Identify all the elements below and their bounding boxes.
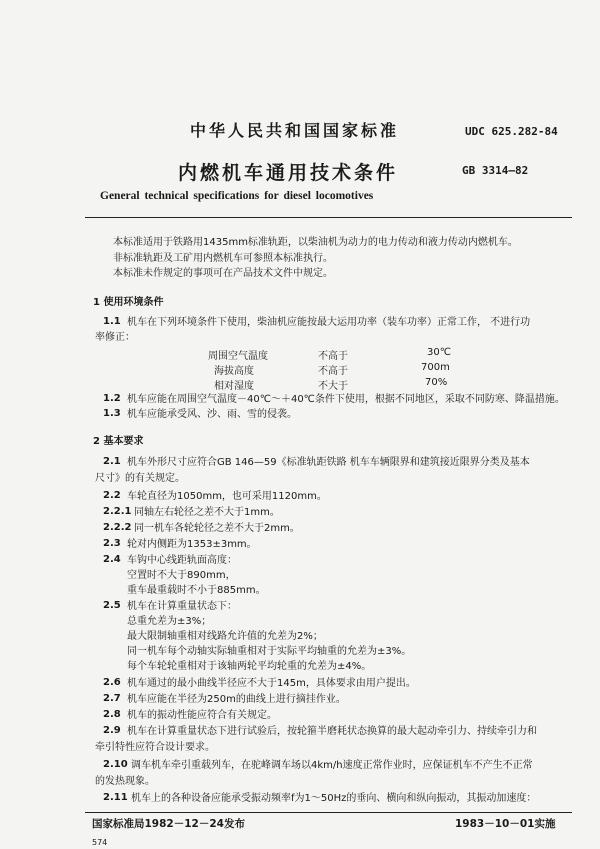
clause-2-10-line-1: 调车机车牵引重载列车，在驼峰调车场以4km/h速度正常作业时，应保证机车不产生不正常	[131, 760, 533, 771]
clause-number: 2.2	[103, 490, 121, 501]
clause-number: 2.8	[103, 709, 121, 720]
clause-2-4-line: 重车最重载时不小于885mm。	[127, 585, 266, 596]
clause-1-1-line-1: 机车在下列环境条件下使用，柴油机应能按最大运用功率（装车功率）正常工作， 不进行功	[127, 317, 531, 328]
top-rule	[85, 217, 572, 218]
clause-number: 2.9	[103, 725, 121, 736]
clause-2-2-2-text: 同一机车各轮轮径之差不大于2mm。	[134, 523, 300, 534]
clause-number: 1.1	[103, 316, 121, 327]
clause-number: 2.6	[103, 677, 121, 688]
intro-line-2: 非标准轨距及工矿用内燃机车可参照本标准执行。	[113, 253, 333, 264]
intro-line-1: 本标准适用于铁路用1435mm标准轨距，以柴油机为动力的电力传动和液力传动内燃机车。	[113, 237, 518, 248]
clause-number: 2.3	[103, 538, 121, 549]
clause-1-3-text: 机车应能承受风、沙、雨、雪的侵袭。	[127, 409, 297, 420]
env-condition: 不高于	[318, 366, 348, 377]
clause-number: 2.1	[103, 456, 121, 467]
clause-2-1-line-2: 尺寸》的有关规定。	[95, 473, 185, 484]
standard-number: GB 3314—82	[462, 164, 529, 177]
bottom-rule	[85, 812, 572, 813]
intro-line-3: 本标准未作规定的事项可在产品技术文件中规定。	[113, 268, 333, 279]
clause-1-2-text: 机车应能在周围空气温度－40℃～＋40℃条件下使用，根据不同地区，采取不同防寒、降温措施。	[127, 394, 565, 405]
section-1-heading: 1 使用环境条件	[93, 297, 164, 308]
document-title: 内燃机车通用技术条件	[178, 162, 399, 184]
env-name: 周围空气温度	[208, 351, 268, 362]
issue-date: 国家标准局1982－12－24发布	[92, 818, 245, 830]
env-value: 70%	[425, 377, 448, 388]
env-name: 海拔高度	[214, 366, 254, 377]
env-value: 700m	[421, 362, 450, 373]
clause-2-5-line: 每个车轮轮重相对于该轴两轮平均轮重的允差为±4%。	[127, 661, 372, 672]
clause-2-9-line-1: 机车在计算重量状态下进行试验后，按轮箍半磨耗状态换算的最大起动牵引力、持续牵引力和	[127, 726, 537, 737]
clause-number: 2.11	[103, 792, 128, 803]
env-condition: 不高于	[318, 351, 348, 362]
udc-code: UDC 625.282-84	[465, 125, 558, 138]
clause-2-2-text: 车轮直径为1050mm，也可采用1120mm。	[127, 491, 327, 502]
clause-2-5-line: 同一机车每个动轴实际轴重相对于实际平均轴重的允差为±3%。	[127, 646, 412, 657]
clause-2-5-line: 最大限制轴重相对线路允许值的允差为2%；	[127, 631, 323, 642]
clause-number: 2.2.2	[103, 522, 132, 533]
clause-2-4-line: 车钩中心线距轨面高度：	[127, 555, 237, 566]
env-value: 30℃	[427, 347, 451, 358]
clause-2-8-text: 机车的振动性能应符合有关规定。	[127, 710, 277, 721]
clause-number: 2.10	[103, 759, 128, 770]
clause-2-11-text: 机车上的各种设备应能承受振动频率f为1～50Hz的垂向、横向和纵向振动，其振动加速度：	[131, 793, 537, 804]
clause-2-6-text: 机车通过的最小曲线半径应不大于145m，具体要求由用户提出。	[127, 678, 416, 689]
clause-2-9-line-2: 牵引特性应符合设计要求。	[95, 742, 215, 753]
clause-2-1-line-1: 机车外形尺寸应符合GB 146—59《标准轨距铁路 机车车辆限界和建筑接近限界分类及基本	[127, 457, 530, 468]
clause-number: 2.5	[103, 600, 121, 611]
env-name: 相对湿度	[214, 381, 254, 392]
clause-number: 2.7	[103, 693, 121, 704]
env-condition: 不大于	[318, 381, 348, 392]
clause-2-5-line: 机车在计算重量状态下：	[127, 601, 237, 612]
clause-number: 2.4	[103, 554, 121, 565]
english-title: General technical specifications for diesel locomotives	[100, 190, 374, 202]
page-number: 574	[92, 838, 108, 847]
issuing-agency: 中华人民共和国国家标准	[190, 121, 400, 140]
section-2-heading: 2 基本要求	[93, 436, 144, 447]
clause-number: 2.2.1	[103, 506, 132, 517]
clause-2-7-text: 机车应能在半径为250m的曲线上进行摘挂作业。	[127, 694, 346, 705]
clause-2-3-text: 轮对内侧距为1353±3mm。	[127, 539, 257, 550]
clause-1-1-line-2: 率修正：	[95, 332, 135, 343]
effective-date: 1983－10－01实施	[455, 818, 556, 830]
clause-number: 1.2	[103, 393, 121, 404]
clause-2-4-line: 空置时不大于890mm，	[127, 570, 236, 581]
clause-number: 1.3	[103, 408, 121, 419]
clause-2-10-line-2: 的发热现象。	[95, 776, 155, 787]
clause-2-5-line: 总重允差为±3%；	[127, 616, 212, 627]
clause-2-2-1-text: 同轴左右轮径之差不大于1mm。	[134, 507, 280, 518]
